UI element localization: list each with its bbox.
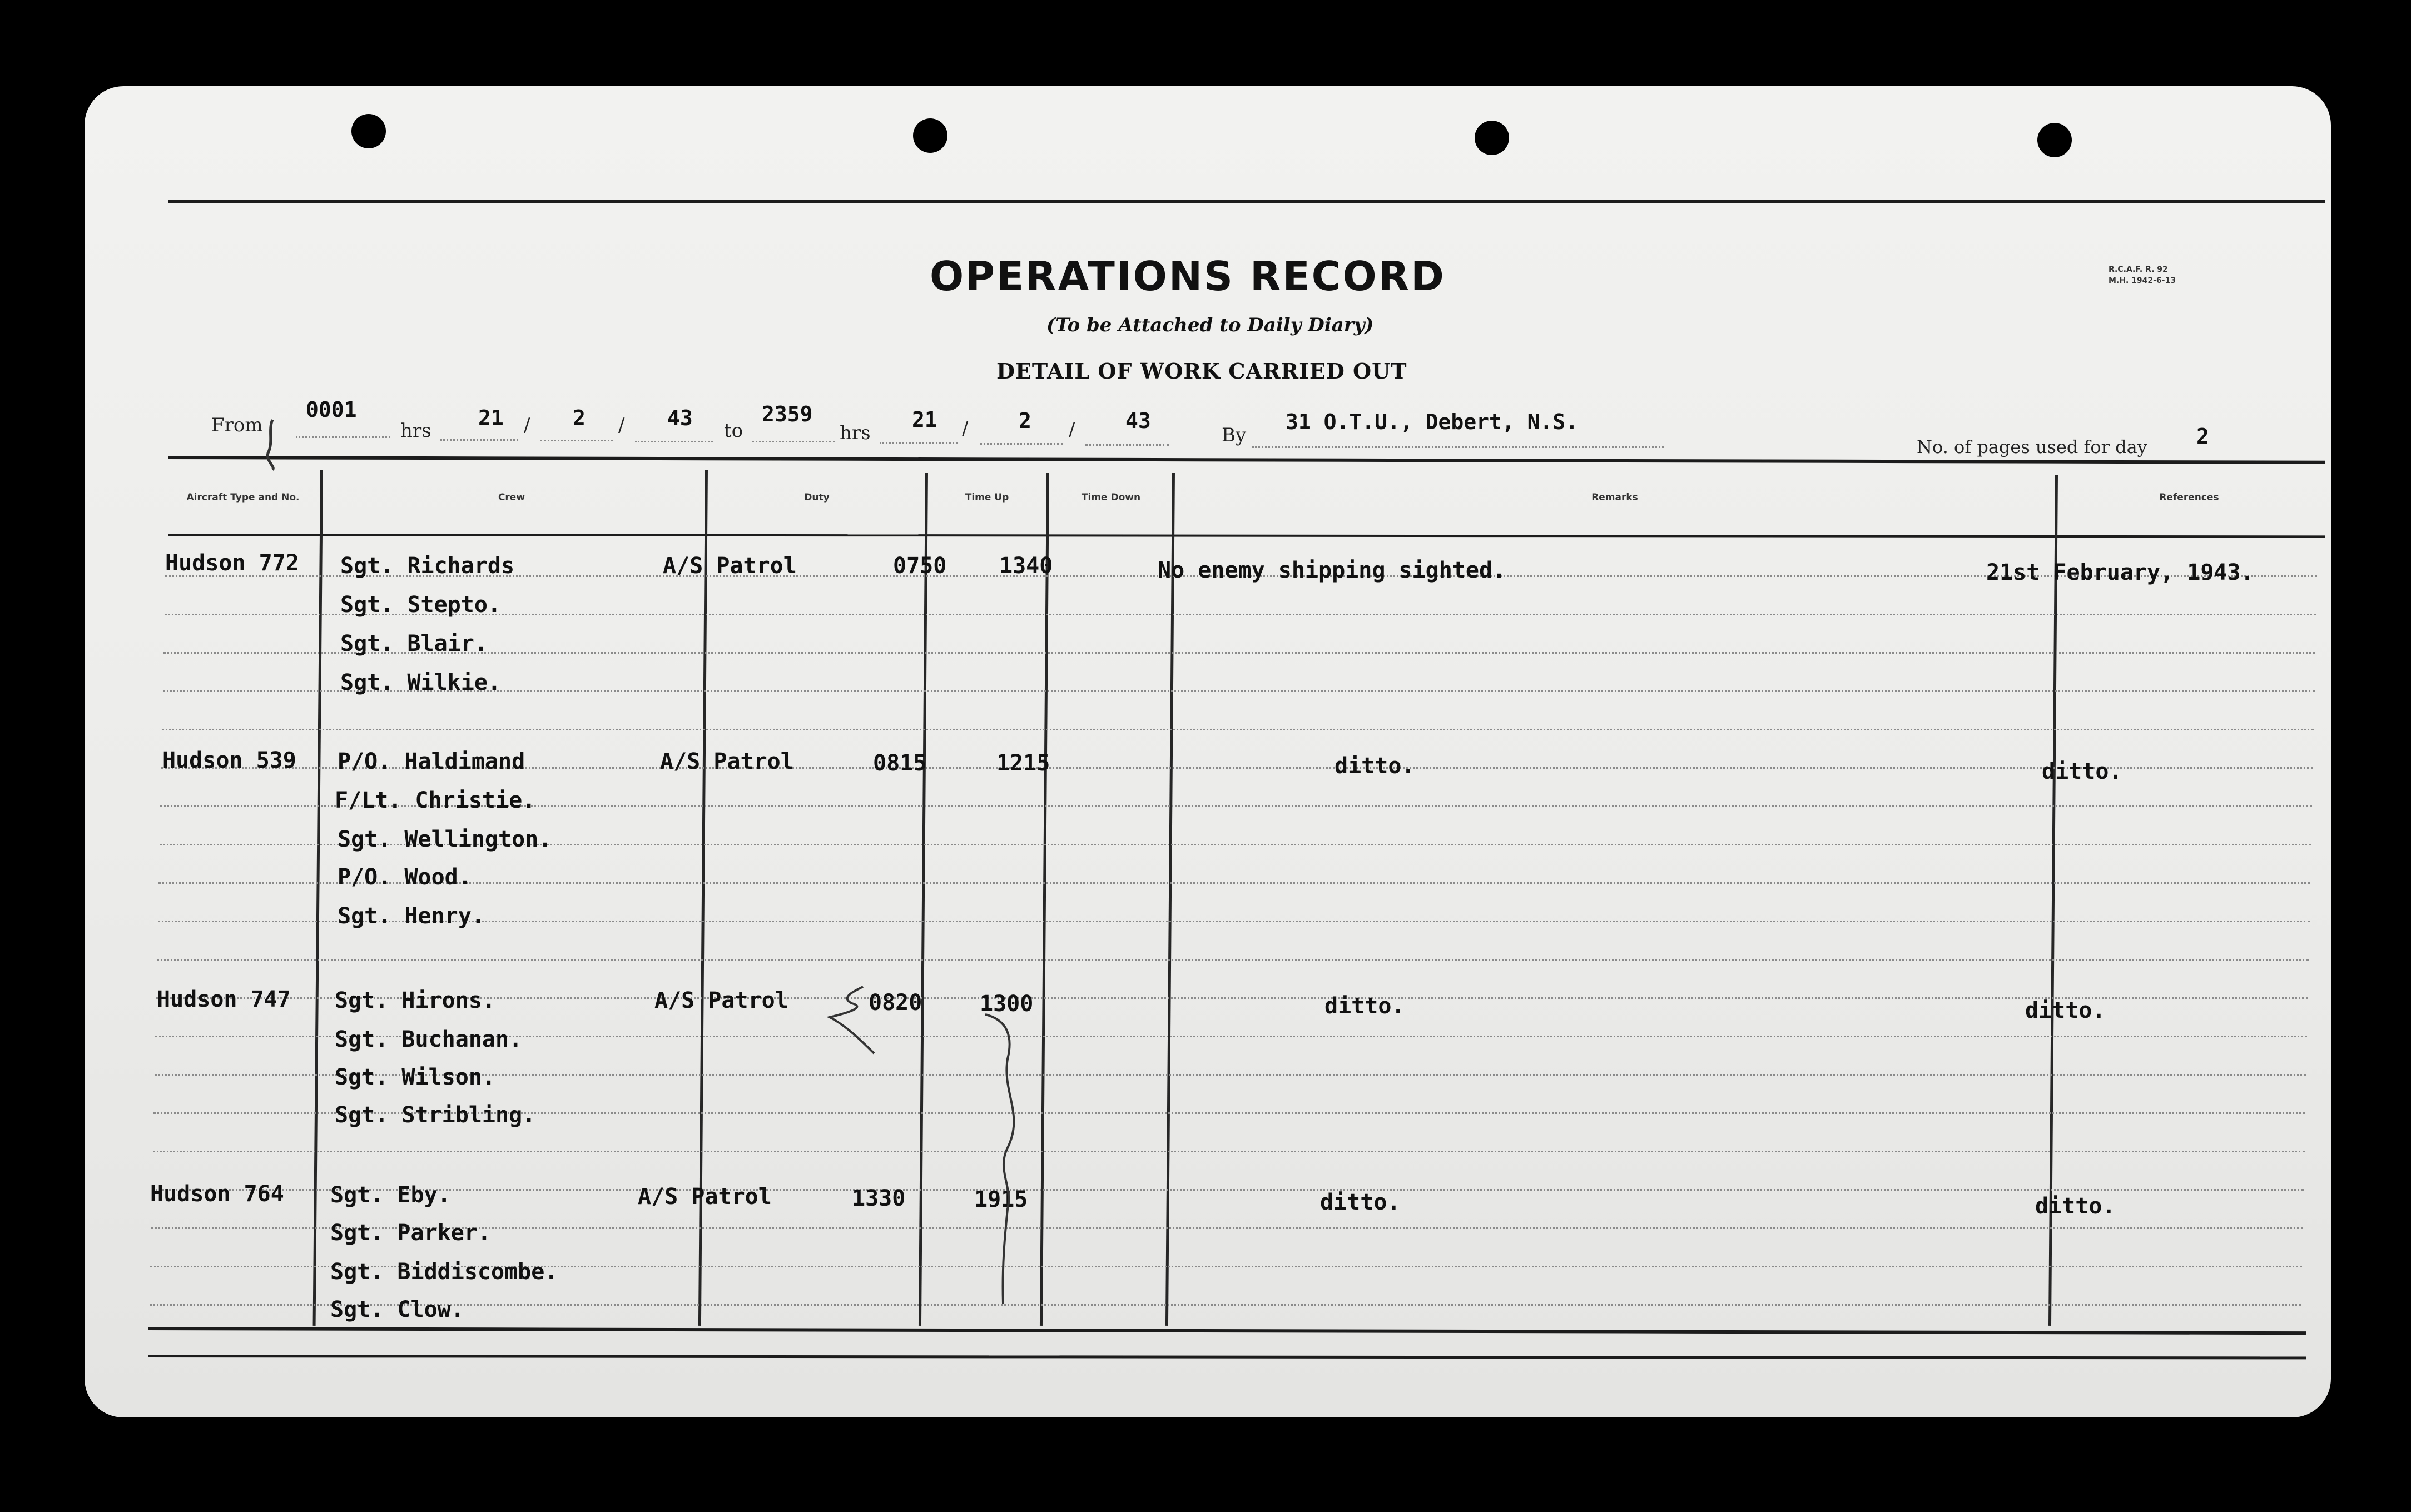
ruled-line bbox=[158, 882, 2310, 884]
time-down-cell: 1340 bbox=[999, 553, 1053, 579]
page-subtitle: (To be Attached to Daily Diary) bbox=[1046, 314, 1374, 336]
fill-line bbox=[540, 440, 613, 441]
form-code bbox=[2109, 264, 2176, 286]
crew-member: Sgt. Wilkie. bbox=[340, 670, 501, 695]
pages-count: 2 bbox=[2196, 424, 2209, 449]
crew-member: Sgt. Henry. bbox=[338, 903, 485, 929]
crew-member: Sgt. Stepto. bbox=[340, 592, 501, 618]
punch-hole bbox=[351, 114, 386, 148]
from-time: 0001 bbox=[306, 397, 357, 422]
col-header-aircraft: Aircraft Type and No. bbox=[186, 492, 300, 503]
col-divider bbox=[919, 472, 928, 1326]
page-title: OPERATIONS RECORD bbox=[930, 253, 1446, 300]
fill-line bbox=[440, 439, 518, 441]
crew-member: Sgt. Stribling. bbox=[335, 1102, 536, 1128]
time-up-cell: 0750 bbox=[893, 553, 947, 579]
duty-cell: A/S Patrol bbox=[654, 988, 788, 1013]
crew-member: Sgt. Blair. bbox=[340, 631, 488, 656]
fill-line bbox=[980, 443, 1063, 445]
to-year: 43 bbox=[1125, 409, 1151, 433]
by-label: By bbox=[1222, 424, 1247, 446]
col-divider bbox=[1165, 472, 1175, 1326]
pencil-mark bbox=[251, 414, 296, 475]
pencil-mark bbox=[818, 976, 896, 1065]
from-day: 21 bbox=[478, 406, 504, 430]
crew-member: P/O. Wood. bbox=[338, 864, 472, 890]
fill-line bbox=[880, 442, 958, 444]
fill-line bbox=[1085, 444, 1169, 446]
reference-cell: 21st February, 1943. bbox=[1986, 560, 2254, 585]
reference-cell: ditto. bbox=[2025, 998, 2106, 1023]
duty-cell: A/S Patrol bbox=[663, 553, 797, 579]
col-header-crew: Crew bbox=[498, 492, 525, 503]
pages-label: No. of pages used for day bbox=[1917, 436, 2147, 457]
ruled-line bbox=[152, 1189, 2304, 1191]
punch-hole bbox=[1475, 121, 1509, 155]
crew-member: Sgt. Richards bbox=[340, 553, 515, 579]
reference-cell: ditto. bbox=[2042, 759, 2122, 784]
fill-line bbox=[1252, 446, 1664, 448]
to-day: 21 bbox=[912, 407, 937, 432]
duty-cell: A/S Patrol bbox=[660, 749, 794, 774]
duty-cell: A/S Patrol bbox=[638, 1184, 772, 1210]
col-header-references: References bbox=[2159, 492, 2219, 503]
col-header-time-down: Time Down bbox=[1081, 492, 1141, 503]
pencil-mark bbox=[974, 1003, 1041, 1315]
to-time: 2359 bbox=[762, 402, 813, 426]
slash: / bbox=[962, 417, 969, 440]
header-bottom-rule bbox=[168, 534, 2325, 538]
slash: / bbox=[524, 414, 530, 436]
ruled-line bbox=[150, 1304, 2301, 1306]
slash: / bbox=[618, 414, 625, 436]
crew-member: F/Lt. Christie. bbox=[335, 788, 536, 813]
time-up-cell: 1330 bbox=[852, 1186, 906, 1211]
aircraft-cell: Hudson 764 bbox=[150, 1181, 284, 1207]
crew-member: Sgt. Biddiscombe. bbox=[330, 1259, 558, 1285]
remarks-cell: No enemy shipping sighted. bbox=[1158, 558, 1506, 583]
record-card bbox=[85, 86, 2331, 1418]
hrs-label: hrs bbox=[400, 420, 431, 442]
col-divider bbox=[313, 470, 323, 1326]
fill-line bbox=[752, 441, 835, 442]
col-divider bbox=[1040, 472, 1049, 1326]
hrs-label: hrs bbox=[840, 422, 871, 444]
remarks-cell: ditto. bbox=[1335, 753, 1415, 779]
crew-member: Sgt. Wilson. bbox=[335, 1065, 495, 1090]
slash: / bbox=[1069, 419, 1075, 441]
punch-hole bbox=[2037, 123, 2072, 157]
crew-member: Sgt. Hirons. bbox=[335, 988, 495, 1013]
crew-member: Sgt. Wellington. bbox=[338, 827, 552, 852]
time-up-cell: 0815 bbox=[873, 750, 927, 776]
crew-member: Sgt. Eby. bbox=[330, 1182, 451, 1208]
from-year: 43 bbox=[667, 406, 693, 430]
remarks-cell: ditto. bbox=[1324, 993, 1405, 1019]
fill-line bbox=[296, 436, 390, 438]
crew-member: Sgt. Buchanan. bbox=[335, 1027, 523, 1052]
reference-cell: ditto. bbox=[2035, 1193, 2116, 1219]
from-label: From bbox=[211, 414, 263, 436]
col-header-duty: Duty bbox=[804, 492, 830, 503]
aircraft-cell: Hudson 772 bbox=[165, 550, 299, 576]
from-month: 2 bbox=[573, 406, 586, 430]
time-down-cell: 1215 bbox=[996, 750, 1050, 776]
form-code-line: R.C.A.F. R. 92 bbox=[2109, 265, 2168, 274]
time-up-cell: 0820 bbox=[869, 990, 922, 1016]
crew-member: P/O. Haldimand bbox=[338, 749, 525, 774]
remarks-cell: ditto. bbox=[1320, 1190, 1401, 1215]
table-bottom-rule bbox=[148, 1327, 2306, 1335]
to-label: to bbox=[724, 420, 743, 442]
time-down-cell: 1300 bbox=[980, 991, 1034, 1017]
time-down-cell: 1915 bbox=[974, 1187, 1028, 1212]
ruled-line bbox=[157, 959, 2309, 961]
col-header-remarks: Remarks bbox=[1591, 492, 1638, 503]
form-code-line: M.H. 1942-6-13 bbox=[2109, 276, 2176, 285]
crew-member: Sgt. Clow. bbox=[330, 1297, 464, 1322]
col-header-time-up: Time Up bbox=[965, 492, 1009, 503]
fill-line bbox=[635, 441, 713, 442]
punch-hole bbox=[913, 118, 947, 153]
top-rule bbox=[168, 200, 2325, 203]
aircraft-cell: Hudson 539 bbox=[162, 748, 296, 773]
crew-member: Sgt. Parker. bbox=[330, 1220, 491, 1246]
unit-name: 31 O.T.U., Debert, N.S. bbox=[1286, 410, 1579, 434]
detail-heading: DETAIL OF WORK CARRIED OUT bbox=[996, 359, 1407, 384]
to-month: 2 bbox=[1019, 409, 1031, 433]
ruled-line bbox=[162, 729, 2314, 730]
card-bottom-rule bbox=[148, 1355, 2306, 1359]
aircraft-cell: Hudson 747 bbox=[157, 987, 291, 1012]
ruled-line bbox=[153, 1151, 2305, 1152]
